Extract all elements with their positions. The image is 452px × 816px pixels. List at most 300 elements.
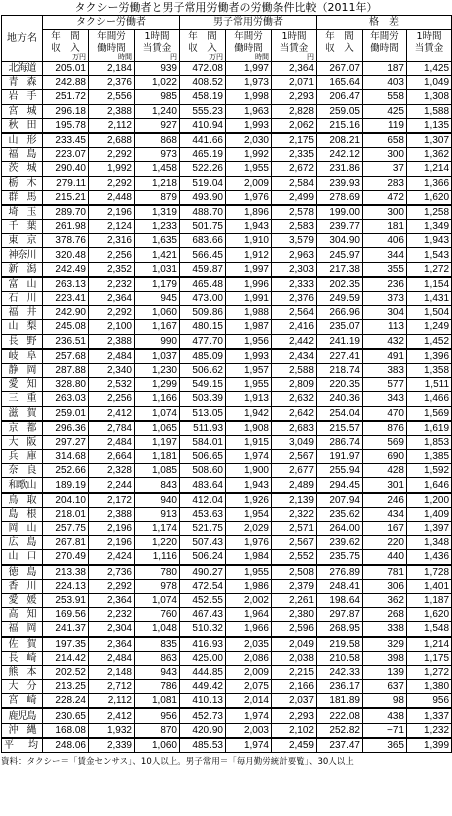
value-cell: 425 bbox=[363, 104, 407, 118]
value-cell: 240.36 bbox=[317, 392, 363, 406]
value-cell: 1,085 bbox=[135, 464, 180, 478]
value-cell: 2,038 bbox=[272, 651, 317, 665]
table-row bbox=[2, 162, 452, 176]
value-cell: 2,963 bbox=[272, 248, 317, 262]
value-cell: 1,976 bbox=[226, 536, 272, 550]
table-row bbox=[2, 593, 452, 607]
value-cell: 2,100 bbox=[89, 320, 135, 334]
value-cell: 1,728 bbox=[407, 565, 452, 580]
value-cell: 444.85 bbox=[180, 665, 226, 679]
value-cell: 231.86 bbox=[317, 162, 363, 176]
value-cell: 1,913 bbox=[226, 392, 272, 406]
region-cell: 北海道 bbox=[2, 62, 43, 76]
value-cell: 1,425 bbox=[407, 62, 452, 76]
value-cell: 257.68 bbox=[43, 349, 89, 364]
value-cell: 2,442 bbox=[272, 334, 317, 349]
value-cell: 577 bbox=[363, 378, 407, 392]
value-cell: 1,358 bbox=[407, 363, 452, 377]
value-cell: 441.66 bbox=[180, 133, 226, 148]
value-cell: 2,304 bbox=[89, 622, 135, 637]
value-cell: 2,784 bbox=[89, 421, 135, 436]
value-cell: 343 bbox=[363, 392, 407, 406]
value-cell: 780 bbox=[135, 565, 180, 580]
table-row bbox=[2, 392, 452, 406]
value-cell: 296.36 bbox=[43, 421, 89, 436]
table-row bbox=[2, 478, 452, 493]
table-row bbox=[2, 421, 452, 436]
gap-group-header: 格 差 bbox=[317, 16, 452, 30]
value-cell: 230.65 bbox=[43, 708, 89, 723]
value-cell: 978 bbox=[135, 579, 180, 593]
value-cell: 249.59 bbox=[317, 292, 363, 306]
value-cell: 490.27 bbox=[180, 565, 226, 580]
value-cell: 483.64 bbox=[180, 478, 226, 493]
value-cell: 485.53 bbox=[180, 738, 226, 753]
value-cell: 251.72 bbox=[43, 90, 89, 104]
value-cell: 452.73 bbox=[180, 708, 226, 723]
value-cell: 1,466 bbox=[407, 392, 452, 406]
value-cell: 2,376 bbox=[272, 292, 317, 306]
value-cell: 2,588 bbox=[272, 363, 317, 377]
value-cell: 205.01 bbox=[43, 62, 89, 76]
value-cell: 870 bbox=[135, 723, 180, 738]
value-cell: 690 bbox=[363, 450, 407, 464]
value-cell: 263.13 bbox=[43, 277, 89, 292]
value-cell: 1,258 bbox=[407, 205, 452, 220]
value-cell: 1,214 bbox=[407, 162, 452, 176]
value-cell: 876 bbox=[363, 421, 407, 436]
value-cell: 2,102 bbox=[272, 723, 317, 738]
value-cell: 2,037 bbox=[272, 694, 317, 709]
gap-subheader-1 bbox=[317, 30, 363, 62]
table-row bbox=[2, 176, 452, 190]
region-cell: 新 潟 bbox=[2, 262, 43, 277]
value-cell: 202.52 bbox=[43, 665, 89, 679]
value-cell: 254.04 bbox=[317, 406, 363, 421]
subheader-label: 年 間 収 入 bbox=[188, 31, 217, 54]
value-cell: 1,992 bbox=[226, 148, 272, 162]
value-cell: 219.58 bbox=[317, 637, 363, 652]
value-cell: 167 bbox=[363, 522, 407, 536]
value-cell: 278.69 bbox=[317, 190, 363, 205]
value-cell: 3,049 bbox=[272, 435, 317, 449]
region-cell: 栃 木 bbox=[2, 176, 43, 190]
value-cell: 472 bbox=[363, 190, 407, 205]
value-cell: 320.48 bbox=[43, 248, 89, 262]
subheader-label: 年 間 収 入 bbox=[325, 31, 354, 54]
value-cell: 2,014 bbox=[226, 694, 272, 709]
value-cell: 2,196 bbox=[89, 522, 135, 536]
value-cell: 1,135 bbox=[407, 118, 452, 133]
value-cell: 181 bbox=[363, 220, 407, 234]
region-cell: 大 分 bbox=[2, 680, 43, 694]
value-cell: 1,031 bbox=[135, 262, 180, 277]
value-cell: 406 bbox=[363, 234, 407, 248]
value-cell: 224.13 bbox=[43, 579, 89, 593]
value-cell: 1,179 bbox=[135, 277, 180, 292]
region-cell: 山 口 bbox=[2, 550, 43, 565]
value-cell: 383 bbox=[363, 363, 407, 377]
region-cell: 香 川 bbox=[2, 579, 43, 593]
value-cell: 267.81 bbox=[43, 536, 89, 550]
table-row bbox=[2, 104, 452, 118]
value-cell: 420.90 bbox=[180, 723, 226, 738]
value-cell: 1,060 bbox=[135, 306, 180, 320]
region-cell: 和歌山 bbox=[2, 478, 43, 493]
value-cell: 1,955 bbox=[226, 565, 272, 580]
value-cell: 2,828 bbox=[272, 104, 317, 118]
table-row bbox=[2, 723, 452, 738]
value-cell: 458.19 bbox=[180, 90, 226, 104]
value-cell: 507.43 bbox=[180, 536, 226, 550]
value-cell: 519.04 bbox=[180, 176, 226, 190]
value-cell: 843 bbox=[135, 478, 180, 493]
male-subheader-2 bbox=[226, 30, 272, 62]
value-cell: 279.11 bbox=[43, 176, 89, 190]
table-row bbox=[2, 363, 452, 377]
value-cell: 2,583 bbox=[272, 220, 317, 234]
value-cell: 2,292 bbox=[89, 306, 135, 320]
value-cell: 472.08 bbox=[180, 62, 226, 76]
value-cell: 365 bbox=[363, 738, 407, 753]
comparison-table bbox=[1, 15, 452, 753]
value-cell: 276.89 bbox=[317, 565, 363, 580]
value-cell: 1,220 bbox=[135, 536, 180, 550]
value-cell: 1,431 bbox=[407, 292, 452, 306]
value-cell: 1,319 bbox=[135, 205, 180, 220]
value-cell: 760 bbox=[135, 608, 180, 622]
table-row bbox=[2, 349, 452, 364]
value-cell: 2,712 bbox=[89, 680, 135, 694]
table-row bbox=[2, 133, 452, 148]
value-cell: 2,376 bbox=[89, 76, 135, 90]
gap-subheader-3 bbox=[407, 30, 452, 62]
value-cell: 410.94 bbox=[180, 118, 226, 133]
male-subheader-3 bbox=[272, 30, 317, 62]
value-cell: 2,489 bbox=[272, 478, 317, 493]
region-cell: 京 都 bbox=[2, 421, 43, 436]
value-cell: 373 bbox=[363, 292, 407, 306]
value-cell: 252.66 bbox=[43, 464, 89, 478]
value-cell: 1,272 bbox=[407, 665, 452, 679]
region-cell: 奈 良 bbox=[2, 464, 43, 478]
value-cell: 2,303 bbox=[272, 262, 317, 277]
value-cell: 283 bbox=[363, 176, 407, 190]
region-cell: 富 山 bbox=[2, 277, 43, 292]
value-cell: 1,272 bbox=[407, 262, 452, 277]
value-cell: 493.90 bbox=[180, 190, 226, 205]
value-cell: 2,049 bbox=[272, 637, 317, 652]
value-cell: 301 bbox=[363, 478, 407, 493]
value-cell: 1,166 bbox=[135, 392, 180, 406]
value-cell: 2,642 bbox=[272, 406, 317, 421]
value-cell: 2,166 bbox=[272, 680, 317, 694]
region-cell: 青 森 bbox=[2, 76, 43, 90]
gap-subheader-2 bbox=[363, 30, 407, 62]
value-cell: 1,230 bbox=[135, 363, 180, 377]
table-row bbox=[2, 190, 452, 205]
value-cell: 181.89 bbox=[317, 694, 363, 709]
value-cell: 470 bbox=[363, 406, 407, 421]
value-cell: 1,896 bbox=[226, 205, 272, 220]
value-cell: 1,308 bbox=[407, 90, 452, 104]
value-cell: 286.74 bbox=[317, 435, 363, 449]
subheader-label: 年間労 働時間 bbox=[97, 31, 126, 54]
value-cell: 241.37 bbox=[43, 622, 89, 637]
value-cell: 1,081 bbox=[135, 694, 180, 709]
unit-label: 万円 bbox=[72, 53, 86, 61]
value-cell: 1,409 bbox=[407, 507, 452, 521]
value-cell: 261.98 bbox=[43, 220, 89, 234]
value-cell: 1,362 bbox=[407, 148, 452, 162]
value-cell: 1,307 bbox=[407, 133, 452, 148]
value-cell: 465.48 bbox=[180, 277, 226, 292]
value-cell: 207.94 bbox=[317, 493, 363, 508]
table-row bbox=[2, 579, 452, 593]
value-cell: 868 bbox=[135, 133, 180, 148]
value-cell: 1,991 bbox=[226, 292, 272, 306]
value-cell: 306 bbox=[363, 579, 407, 593]
value-cell: 218.74 bbox=[317, 363, 363, 377]
table-row bbox=[2, 608, 452, 622]
value-cell: 2,364 bbox=[272, 62, 317, 76]
value-cell: 1,993 bbox=[226, 118, 272, 133]
value-cell: 2,340 bbox=[89, 363, 135, 377]
source-note: 資料：タクシー＝「賃金センサス」、10人以上。男子常用＝「毎月勤労統計要覧」、30人以上 bbox=[1, 757, 354, 767]
value-cell: 1,037 bbox=[135, 349, 180, 364]
table-row bbox=[2, 550, 452, 565]
value-cell: 1,065 bbox=[135, 421, 180, 436]
table-row bbox=[2, 565, 452, 580]
value-cell: 296.18 bbox=[43, 104, 89, 118]
value-cell: 1,396 bbox=[407, 349, 452, 364]
value-cell: 1,974 bbox=[226, 738, 272, 753]
value-cell: 1,154 bbox=[407, 277, 452, 292]
value-cell: 1,974 bbox=[226, 450, 272, 464]
value-cell: 1,232 bbox=[407, 723, 452, 738]
value-cell: 1,635 bbox=[135, 234, 180, 248]
value-cell: 259.01 bbox=[43, 406, 89, 421]
value-cell: 300 bbox=[363, 205, 407, 220]
value-cell: 2,003 bbox=[226, 723, 272, 738]
value-cell: 189.19 bbox=[43, 478, 89, 493]
value-cell: 210.58 bbox=[317, 651, 363, 665]
region-cell: 神奈川 bbox=[2, 248, 43, 262]
region-cell: 山 形 bbox=[2, 133, 43, 148]
table-row bbox=[2, 680, 452, 694]
value-cell: 549.15 bbox=[180, 378, 226, 392]
value-cell: 658 bbox=[363, 133, 407, 148]
value-cell: 2,484 bbox=[89, 651, 135, 665]
value-cell: 328.80 bbox=[43, 378, 89, 392]
table-row bbox=[2, 277, 452, 292]
value-cell: 237.47 bbox=[317, 738, 363, 753]
value-cell: 2,256 bbox=[89, 248, 135, 262]
value-cell: 449.42 bbox=[180, 680, 226, 694]
value-cell: 2,293 bbox=[272, 708, 317, 723]
region-cell: 福 井 bbox=[2, 306, 43, 320]
value-cell: 208.21 bbox=[317, 133, 363, 148]
value-cell: 270.49 bbox=[43, 550, 89, 565]
region-cell: 徳 島 bbox=[2, 565, 43, 580]
value-cell: 304 bbox=[363, 306, 407, 320]
value-cell: 1,299 bbox=[135, 378, 180, 392]
value-cell: 165.64 bbox=[317, 76, 363, 90]
value-cell: 235.75 bbox=[317, 550, 363, 565]
subheader-label: 1時間 当賃金 bbox=[279, 31, 309, 54]
value-cell: 1,592 bbox=[407, 464, 452, 478]
value-cell: 440 bbox=[363, 550, 407, 565]
taxi-subheader-3 bbox=[135, 30, 180, 62]
taxi-subheader-2 bbox=[89, 30, 135, 62]
value-cell: 3,579 bbox=[272, 234, 317, 248]
value-cell: 2,736 bbox=[89, 565, 135, 580]
region-cell: 群 馬 bbox=[2, 190, 43, 205]
region-cell: 岩 手 bbox=[2, 90, 43, 104]
table-row bbox=[2, 220, 452, 234]
value-cell: 98 bbox=[363, 694, 407, 709]
value-cell: 2,364 bbox=[89, 637, 135, 652]
value-cell: 558 bbox=[363, 90, 407, 104]
value-cell: 1,167 bbox=[135, 320, 180, 334]
value-cell: 169.56 bbox=[43, 608, 89, 622]
value-cell: 2,352 bbox=[89, 262, 135, 277]
value-cell: 2,139 bbox=[272, 493, 317, 508]
table-row bbox=[2, 637, 452, 652]
value-cell: 233.45 bbox=[43, 133, 89, 148]
value-cell: 1,049 bbox=[407, 76, 452, 90]
value-cell: 2,571 bbox=[272, 522, 317, 536]
value-cell: 510.32 bbox=[180, 622, 226, 637]
value-cell: 294.45 bbox=[317, 478, 363, 493]
value-cell: 2,029 bbox=[226, 522, 272, 536]
value-cell: 2,388 bbox=[89, 334, 135, 349]
value-cell: 37 bbox=[363, 162, 407, 176]
taxi-subheader-1 bbox=[43, 30, 89, 62]
region-cell: 埼 玉 bbox=[2, 205, 43, 220]
value-cell: 939 bbox=[135, 62, 180, 76]
value-cell: 2,416 bbox=[272, 320, 317, 334]
value-cell: 1,997 bbox=[226, 262, 272, 277]
value-cell: 2,567 bbox=[272, 536, 317, 550]
value-cell: 410.13 bbox=[180, 694, 226, 709]
value-cell: 2,412 bbox=[89, 708, 135, 723]
value-cell: 2,484 bbox=[89, 435, 135, 449]
region-cell: 岡 山 bbox=[2, 522, 43, 536]
value-cell: 2,256 bbox=[89, 392, 135, 406]
value-cell: 2,030 bbox=[226, 133, 272, 148]
unit-label: 万円 bbox=[209, 53, 223, 61]
region-cell: 三 重 bbox=[2, 392, 43, 406]
region-cell: 福 島 bbox=[2, 148, 43, 162]
value-cell: 1,988 bbox=[226, 306, 272, 320]
value-cell: 1,074 bbox=[135, 406, 180, 421]
value-cell: 1,974 bbox=[226, 708, 272, 723]
value-cell: 491 bbox=[363, 349, 407, 364]
value-cell: 1,385 bbox=[407, 450, 452, 464]
region-cell: 秋 田 bbox=[2, 118, 43, 133]
subheader-label: 1時間 当賃金 bbox=[142, 31, 172, 54]
value-cell: 1,932 bbox=[89, 723, 135, 738]
value-cell: 1,955 bbox=[226, 378, 272, 392]
value-cell: 1,956 bbox=[226, 334, 272, 349]
value-cell: 215.16 bbox=[317, 118, 363, 133]
taxi-group-header: タクシー労働者 bbox=[43, 16, 180, 30]
value-cell: 1,996 bbox=[226, 277, 272, 292]
value-cell: 304.90 bbox=[317, 234, 363, 248]
value-cell: 1,399 bbox=[407, 738, 452, 753]
value-cell: 2,596 bbox=[272, 622, 317, 637]
value-cell: 2,632 bbox=[272, 392, 317, 406]
value-cell: 220 bbox=[363, 536, 407, 550]
value-cell: 204.10 bbox=[43, 493, 89, 508]
table-row bbox=[2, 406, 452, 421]
table-row bbox=[2, 435, 452, 449]
value-cell: 198.64 bbox=[317, 593, 363, 607]
value-cell: 1,349 bbox=[407, 220, 452, 234]
value-cell: 1,955 bbox=[226, 162, 272, 176]
table-row bbox=[2, 306, 452, 320]
value-cell: 2,009 bbox=[226, 176, 272, 190]
value-cell: 913 bbox=[135, 507, 180, 521]
value-cell: 139 bbox=[363, 665, 407, 679]
table-row bbox=[2, 205, 452, 220]
value-cell: 199.00 bbox=[317, 205, 363, 220]
value-cell: 2,364 bbox=[89, 593, 135, 607]
table-row bbox=[2, 536, 452, 550]
value-cell: 473.00 bbox=[180, 292, 226, 306]
value-cell: 569 bbox=[363, 435, 407, 449]
region-cell: 兵 庫 bbox=[2, 450, 43, 464]
region-cell: 石 川 bbox=[2, 292, 43, 306]
value-cell: 2,322 bbox=[272, 507, 317, 521]
value-cell: 412.04 bbox=[180, 493, 226, 508]
value-cell: 943 bbox=[135, 665, 180, 679]
value-cell: 566.45 bbox=[180, 248, 226, 262]
value-cell: 1,380 bbox=[407, 680, 452, 694]
value-cell: 242.12 bbox=[317, 148, 363, 162]
value-cell: 239.93 bbox=[317, 176, 363, 190]
value-cell: 268.95 bbox=[317, 622, 363, 637]
value-cell: 1,963 bbox=[226, 104, 272, 118]
value-cell: 223.41 bbox=[43, 292, 89, 306]
value-cell: 1,853 bbox=[407, 435, 452, 449]
value-cell: 1,337 bbox=[407, 708, 452, 723]
value-cell: 1,397 bbox=[407, 522, 452, 536]
table-body bbox=[2, 62, 452, 753]
value-cell: 2,196 bbox=[89, 536, 135, 550]
value-cell: 973 bbox=[135, 148, 180, 162]
value-cell: 2,196 bbox=[89, 205, 135, 220]
value-cell: 1,175 bbox=[407, 651, 452, 665]
value-cell: 1,943 bbox=[226, 220, 272, 234]
value-cell: 197.35 bbox=[43, 637, 89, 652]
table-row bbox=[2, 262, 452, 277]
value-cell: 202.35 bbox=[317, 277, 363, 292]
value-cell: 513.05 bbox=[180, 406, 226, 421]
value-cell: 1,908 bbox=[226, 421, 272, 436]
value-cell: 248.41 bbox=[317, 579, 363, 593]
value-cell: 1,458 bbox=[135, 162, 180, 176]
value-cell: 1,646 bbox=[407, 478, 452, 493]
value-cell: 2,380 bbox=[272, 608, 317, 622]
value-cell: 217.38 bbox=[317, 262, 363, 277]
region-cell: 愛 知 bbox=[2, 378, 43, 392]
male-subheader-1 bbox=[180, 30, 226, 62]
value-cell: 255.94 bbox=[317, 464, 363, 478]
value-cell: 2,172 bbox=[89, 493, 135, 508]
value-cell: 503.39 bbox=[180, 392, 226, 406]
